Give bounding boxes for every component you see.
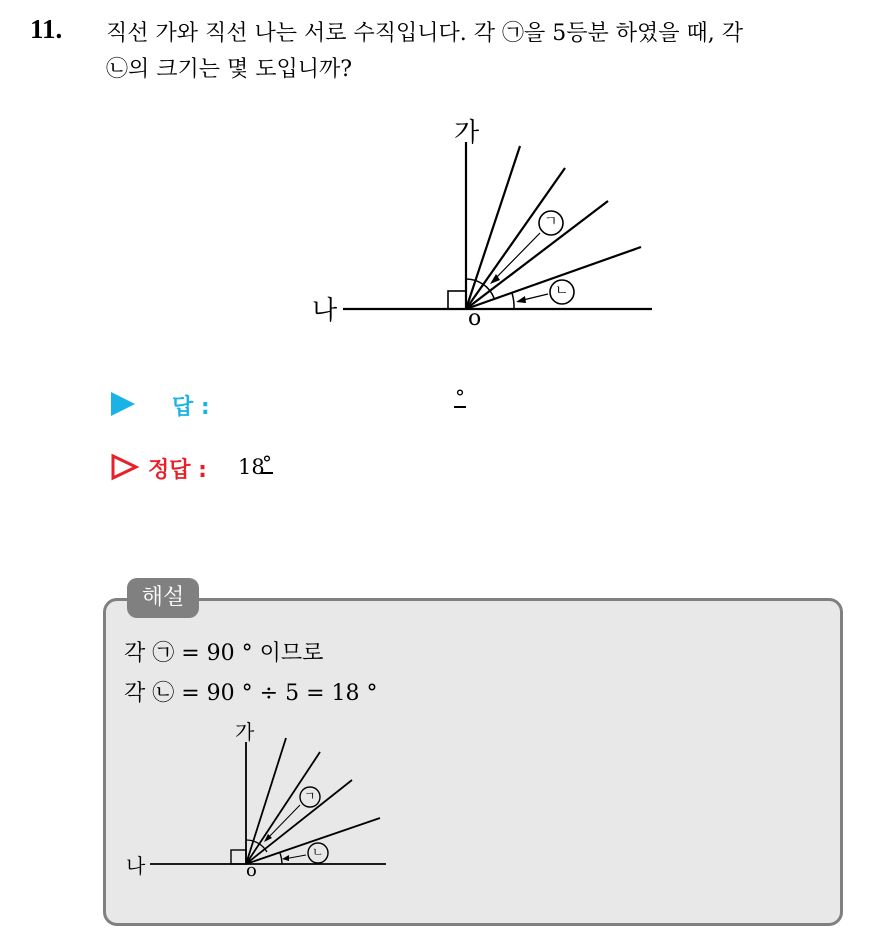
solution-label-origin: o [246,860,257,881]
question-text-line1: 직선 가와 직선 나는 서로 수직입니다. 각 ㉠을 5등분 하였을 때, 각 [106,21,743,46]
label-origin: o [468,306,482,331]
question-number: 11. [30,14,63,44]
angle-b-label: ㄴ [555,283,569,299]
label-na: 나 [312,296,338,326]
solution-angle-a-label: ㄱ [304,789,316,803]
label-ga: 가 [454,118,480,148]
angle-a-label: ㄱ [544,214,558,230]
answer-label: 답 : [172,395,210,420]
solution-angle-b-label: ㄴ [312,845,324,859]
correct-value: 18 [238,455,265,479]
question-text-line2: ㉡의 크기는 몇 도입니까? [106,57,353,82]
solution-tab: 해설 [127,578,199,618]
correct-unit: ° [262,451,272,475]
solution-label-ga: 가 [235,720,255,744]
solution-line1: 각 ㉠ = 90 ° 이므로 [124,641,324,666]
solution-line2: 각 ㉡ = 90 ° ÷ 5 = 18 ° [124,681,378,706]
solution-label-na: 나 [126,854,146,878]
answer-unit: ° [455,385,465,409]
correct-label: 정답 : [148,458,207,483]
